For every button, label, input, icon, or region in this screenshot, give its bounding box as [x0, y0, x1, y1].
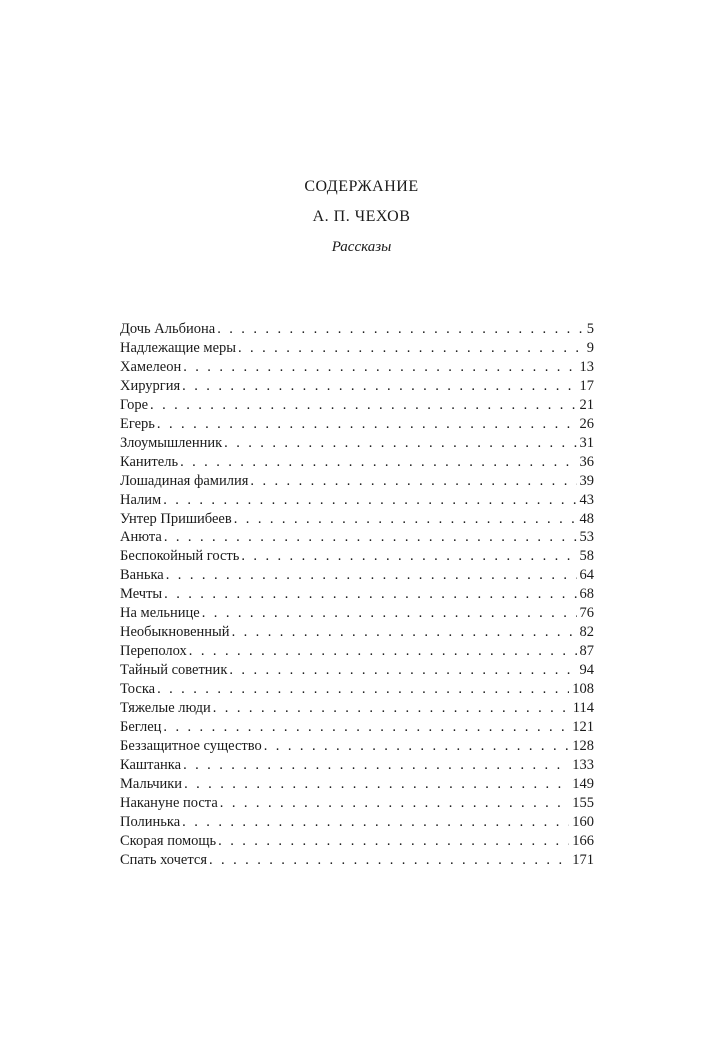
dot-leader	[189, 642, 577, 661]
toc-entry-title: Унтер Пришибеев	[120, 510, 232, 527]
toc-entry	[120, 699, 594, 718]
toc-entry-page: 21	[579, 396, 594, 413]
toc-entry	[120, 756, 594, 775]
toc-entry-title: Необыкновенный	[120, 624, 230, 641]
dot-leader	[157, 680, 569, 699]
toc-entry	[120, 547, 594, 566]
toc-entry-page: 87	[579, 643, 594, 660]
toc-entry	[120, 813, 594, 832]
dot-leader	[183, 358, 576, 377]
toc-entry-page: 155	[572, 794, 594, 811]
toc-entry-page: 53	[579, 529, 594, 546]
toc-entry-page: 43	[579, 491, 594, 508]
toc-entry-title: Канитель	[120, 453, 179, 470]
toc-entry-page: 39	[579, 472, 594, 489]
toc-entry-title: Беззащитное существо	[120, 737, 262, 754]
toc-entry-title: Дочь Альбиона	[120, 321, 216, 337]
dot-leader	[213, 699, 570, 718]
toc-entry	[120, 472, 594, 491]
toc-entry-page: 36	[579, 453, 594, 470]
dot-leader	[264, 737, 570, 756]
toc-entry-page: 13	[579, 358, 594, 375]
toc-entry	[120, 528, 594, 547]
toc-entry-title: Ванька	[120, 567, 164, 584]
dot-leader	[232, 623, 577, 642]
toc-entry-title: Тяжелые люди	[120, 700, 211, 717]
toc-entry-title: Хирургия	[120, 377, 181, 394]
dot-leader	[163, 491, 576, 510]
toc-entry	[120, 851, 594, 870]
dot-leader	[229, 661, 576, 680]
dot-leader	[209, 851, 569, 870]
toc-entry	[120, 718, 594, 737]
dot-leader	[157, 415, 577, 434]
toc-entry	[120, 510, 594, 529]
toc-entry-title: Спать хочется	[120, 851, 207, 868]
contents-title: СОДЕРЖАНИЕ	[304, 178, 419, 195]
toc-entry	[120, 623, 594, 642]
toc-entry-title: Накануне поста	[120, 794, 218, 811]
dot-leader	[217, 320, 584, 339]
dot-leader	[164, 585, 576, 604]
toc-entry	[120, 585, 594, 604]
toc-entry-page: 160	[572, 813, 594, 830]
dot-leader	[241, 547, 576, 566]
toc-entry-page: 114	[572, 700, 594, 717]
toc-entry	[120, 491, 594, 510]
dot-leader	[202, 604, 577, 623]
toc-entry	[120, 396, 594, 415]
toc-entry-page: 94	[579, 662, 594, 679]
toc-entry-title: Злоумышленник	[120, 434, 223, 451]
toc-entry	[120, 794, 594, 813]
toc-entry	[120, 453, 594, 472]
toc-entry-page: 5	[586, 321, 594, 337]
dot-leader	[220, 794, 569, 813]
toc-entry-page: 128	[572, 737, 594, 754]
toc-entry-title: Налим	[120, 491, 162, 508]
toc-entry-title: Мальчики	[120, 775, 183, 792]
toc-entry	[120, 604, 594, 623]
dot-leader	[182, 377, 576, 396]
dot-leader	[163, 718, 569, 737]
toc-entry-page: 121	[572, 719, 594, 736]
dot-leader	[234, 510, 577, 529]
dot-leader	[224, 434, 576, 453]
toc-entry-title: Беспокойный гость	[120, 548, 240, 565]
toc-entry-title: Каштанка	[120, 756, 182, 773]
toc-entry	[120, 339, 594, 358]
toc-entry-page: 108	[572, 681, 594, 698]
toc-entry-page: 68	[579, 586, 594, 603]
toc-entry-title: Егерь	[120, 415, 155, 432]
toc-entry	[120, 680, 594, 699]
dot-leader	[180, 453, 576, 472]
toc-entry-title: Тайный советник	[120, 662, 228, 679]
toc-entry	[120, 642, 594, 661]
toc-entry	[120, 775, 594, 794]
toc-entry	[120, 661, 594, 680]
toc-entry-title: Беглец	[120, 719, 162, 736]
toc-entry-title: Переполох	[120, 643, 187, 660]
toc-entry-title: Горе	[120, 396, 149, 413]
section-subtitle: Рассказы	[331, 239, 392, 255]
toc-entry	[120, 320, 594, 339]
dot-leader	[184, 775, 569, 794]
toc-entry-page: 76	[579, 605, 594, 622]
dot-leader	[182, 813, 569, 832]
toc-entry	[120, 434, 594, 453]
dot-leader	[166, 566, 577, 585]
toc-entry	[120, 737, 594, 756]
toc-entry	[120, 832, 594, 851]
toc-entry-page: 149	[572, 775, 594, 792]
table-of-contents	[120, 320, 594, 870]
toc-entry-page: 48	[579, 510, 594, 527]
toc-entry	[120, 415, 594, 434]
toc-entry-title: Скорая помощь	[120, 832, 217, 849]
toc-entry-title: Мечты	[120, 586, 163, 603]
toc-entry-title: Надлежащие меры	[120, 339, 236, 356]
toc-entry	[120, 566, 594, 585]
toc-entry-page: 58	[579, 548, 594, 565]
toc-entry-page: 31	[579, 434, 594, 451]
toc-entry	[120, 358, 594, 377]
dot-leader	[150, 396, 576, 415]
toc-entry-page: 171	[572, 851, 594, 868]
dot-leader	[183, 756, 569, 775]
dot-leader	[218, 832, 569, 851]
toc-entry-page: 64	[579, 567, 594, 584]
toc-entry-page: 26	[579, 415, 594, 432]
toc-entry	[120, 377, 594, 396]
toc-entry-page: 166	[572, 832, 594, 849]
dot-leader	[238, 339, 584, 358]
toc-entry-page: 133	[572, 756, 594, 773]
dot-leader	[164, 528, 577, 547]
toc-entry-title: Лошадиная фамилия	[120, 472, 249, 489]
toc-entry-title: Полинька	[120, 813, 181, 830]
toc-entry-title: Тоска	[120, 681, 156, 698]
dot-leader	[250, 472, 576, 491]
toc-entry-page: 17	[579, 377, 594, 394]
toc-entry-title: На мельнице	[120, 605, 200, 622]
toc-entry-page: 9	[586, 339, 594, 356]
toc-entry-title: Анюта	[120, 529, 162, 546]
toc-entry-title: Хамелеон	[120, 358, 182, 375]
toc-entry-page: 82	[579, 624, 594, 641]
author-name: А. П. ЧЕХОВ	[312, 208, 411, 225]
